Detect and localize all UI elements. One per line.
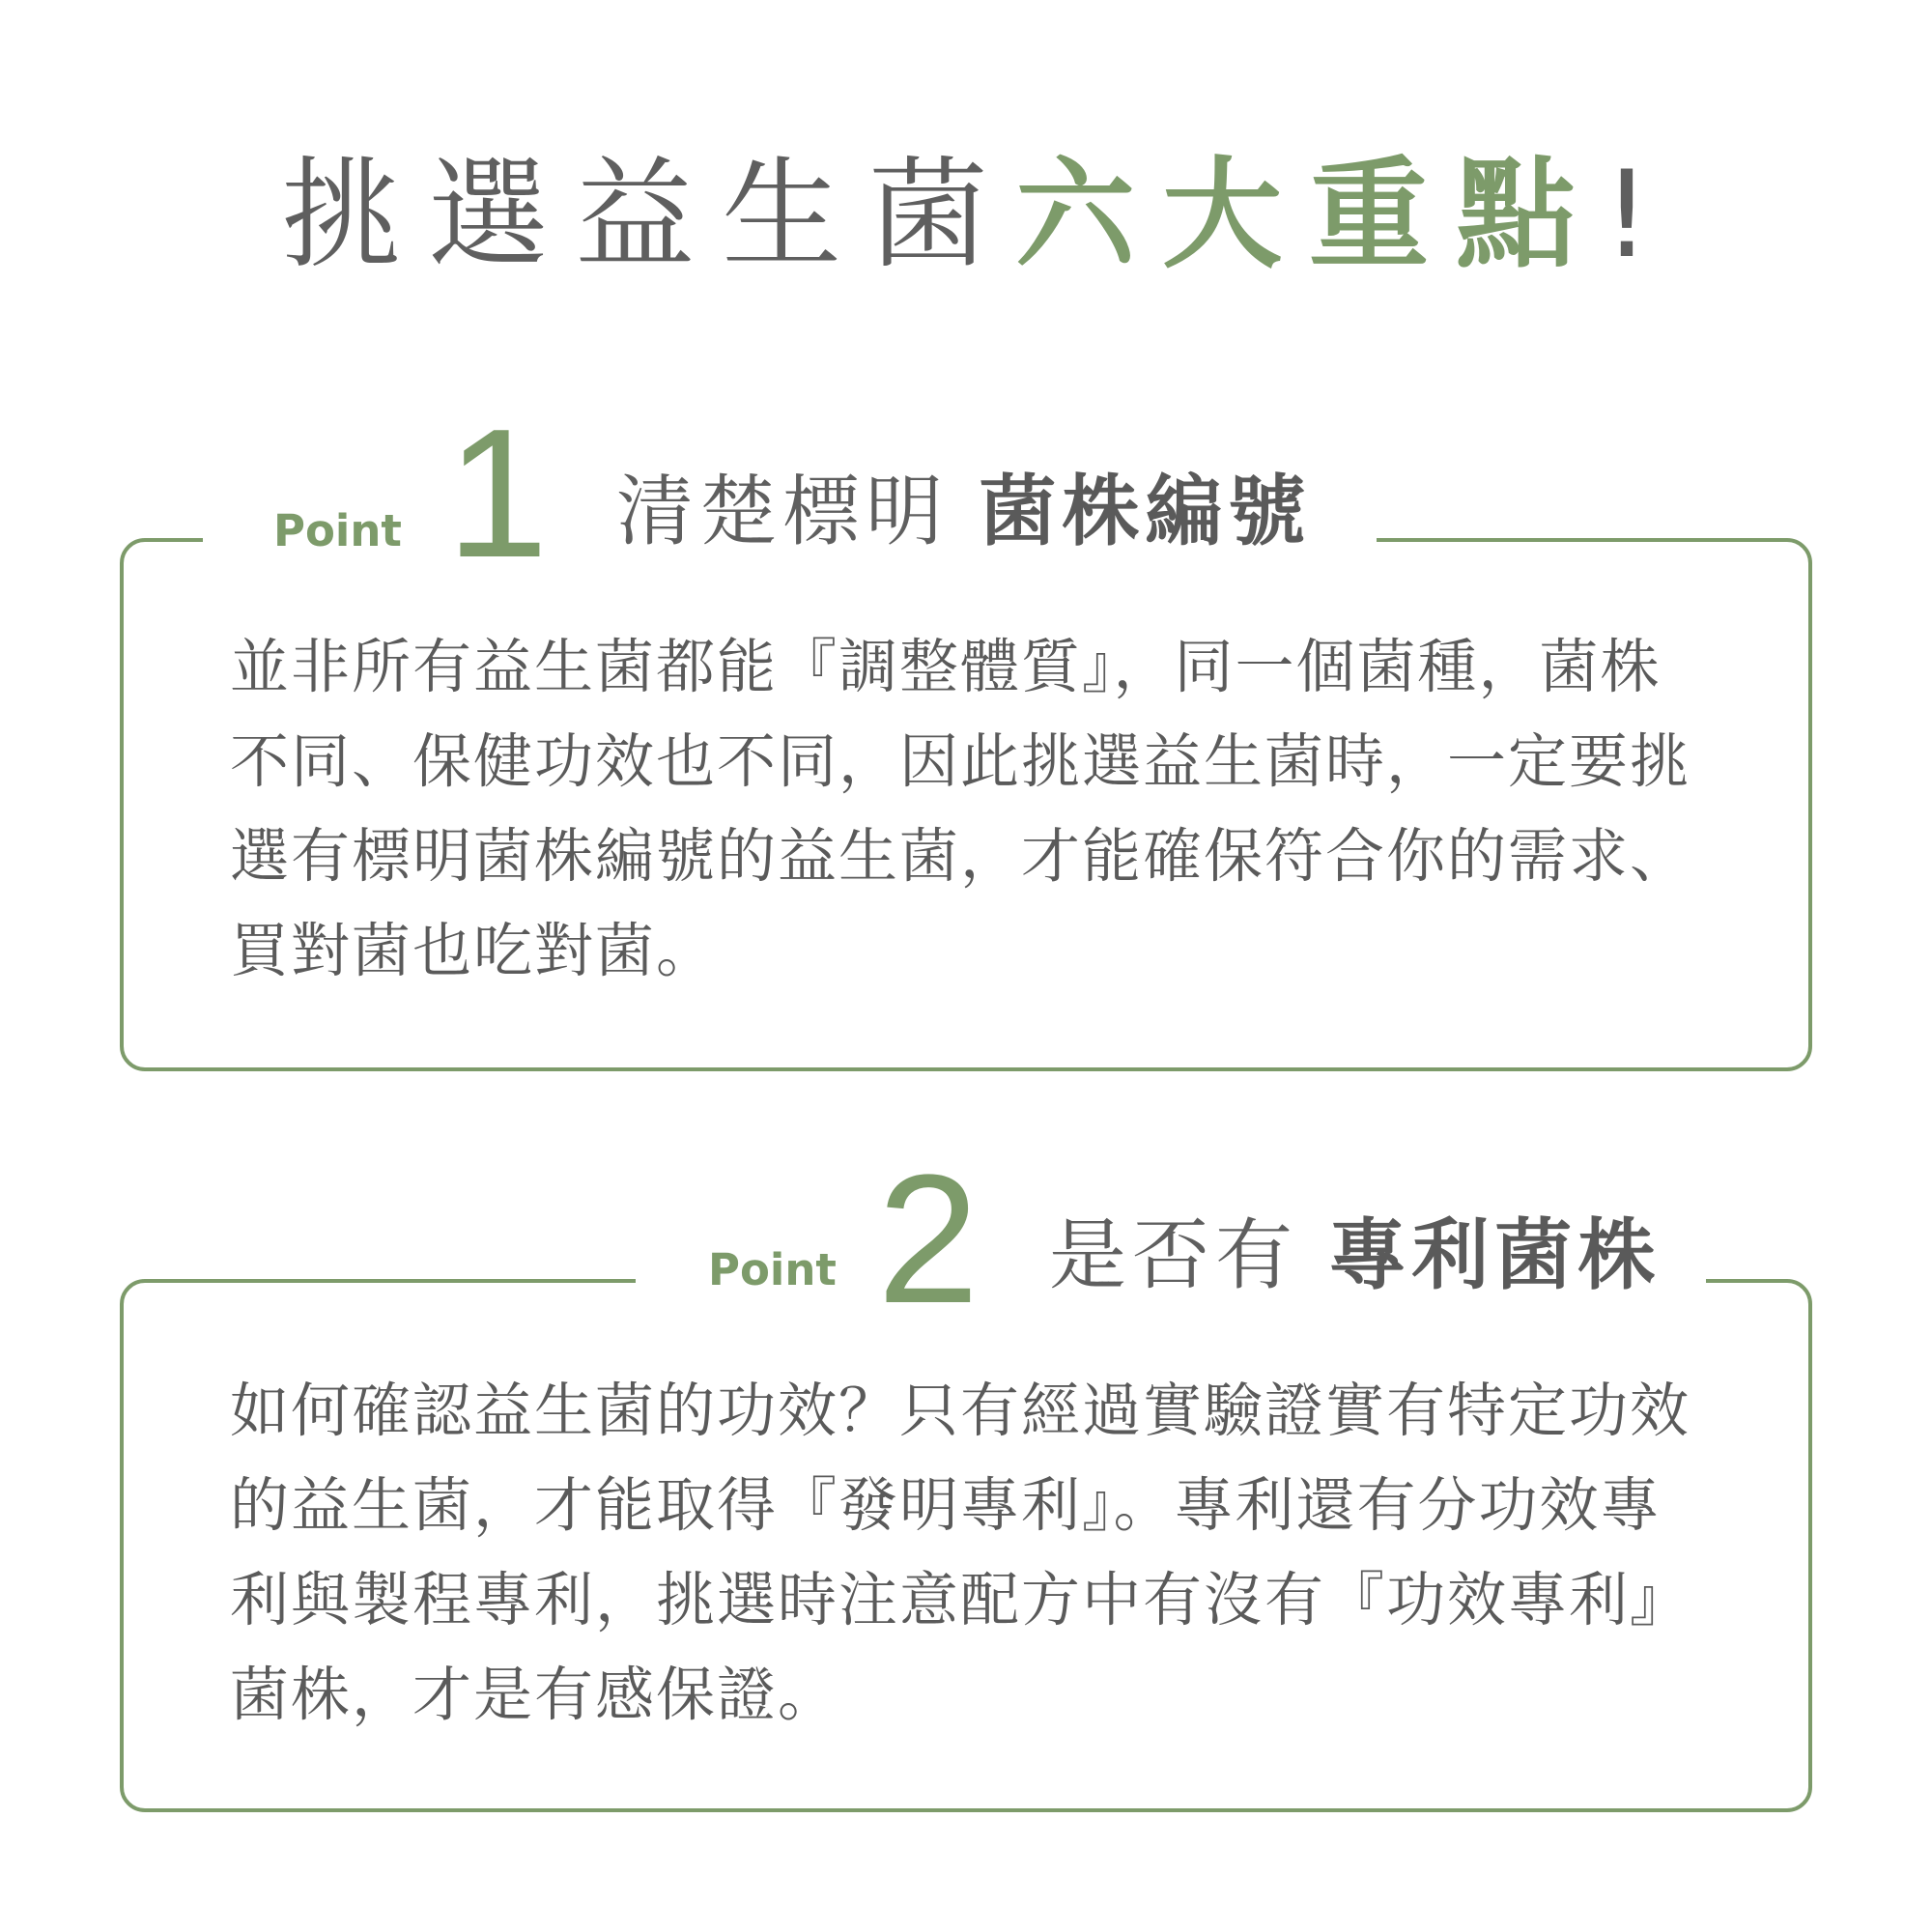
point-2-heading-light: 是否有: [1049, 1210, 1298, 1300]
point-2-body-line: 的益生菌，才能取得『發明專利』。專利還有分功效專: [230, 1471, 1662, 1540]
point-1-heading-bold: 菌株編號: [979, 467, 1312, 556]
point-1-body-line: 買對菌也吃對菌。: [230, 917, 718, 985]
point-1-heading: [616, 464, 1311, 560]
point-1-label: Point: [273, 505, 402, 556]
point-1-heading-light: 清楚標明: [616, 467, 949, 556]
page-title: [0, 143, 1932, 288]
point-2-body: [230, 1364, 1722, 1743]
title-emphasis: 六大重點: [1015, 146, 1604, 285]
point-2-label: Point: [708, 1244, 837, 1295]
point-2-body-line: 菌株，才是有感保證。: [230, 1661, 839, 1729]
point-1-body: [230, 620, 1722, 999]
title-prefix: 挑選益生菌: [281, 146, 1016, 285]
point-1-body-line: 不同、保健功效也不同，因此挑選益生菌時，一定要挑: [230, 727, 1691, 796]
point-2-heading: [1049, 1208, 1661, 1304]
point-1-body-line: 並非所有益生菌都能『調整體質』，同一個菌種，菌株: [230, 633, 1662, 701]
point-2-heading-bold: 專利菌株: [1328, 1210, 1662, 1300]
point-2-body-line: 如何確認益生菌的功效？只有經過實驗證實有特定功效: [230, 1377, 1691, 1445]
title-suffix: !: [1603, 146, 1651, 285]
point-1-number: 1: [446, 391, 549, 596]
point-1-body-line: 選有標明菌株編號的益生菌，才能確保符合你的需求、: [230, 822, 1691, 891]
point-2-body-line: 利與製程專利，挑選時注意配方中有沒有『功效專利』: [230, 1566, 1691, 1634]
point-2-number: 2: [877, 1137, 980, 1342]
